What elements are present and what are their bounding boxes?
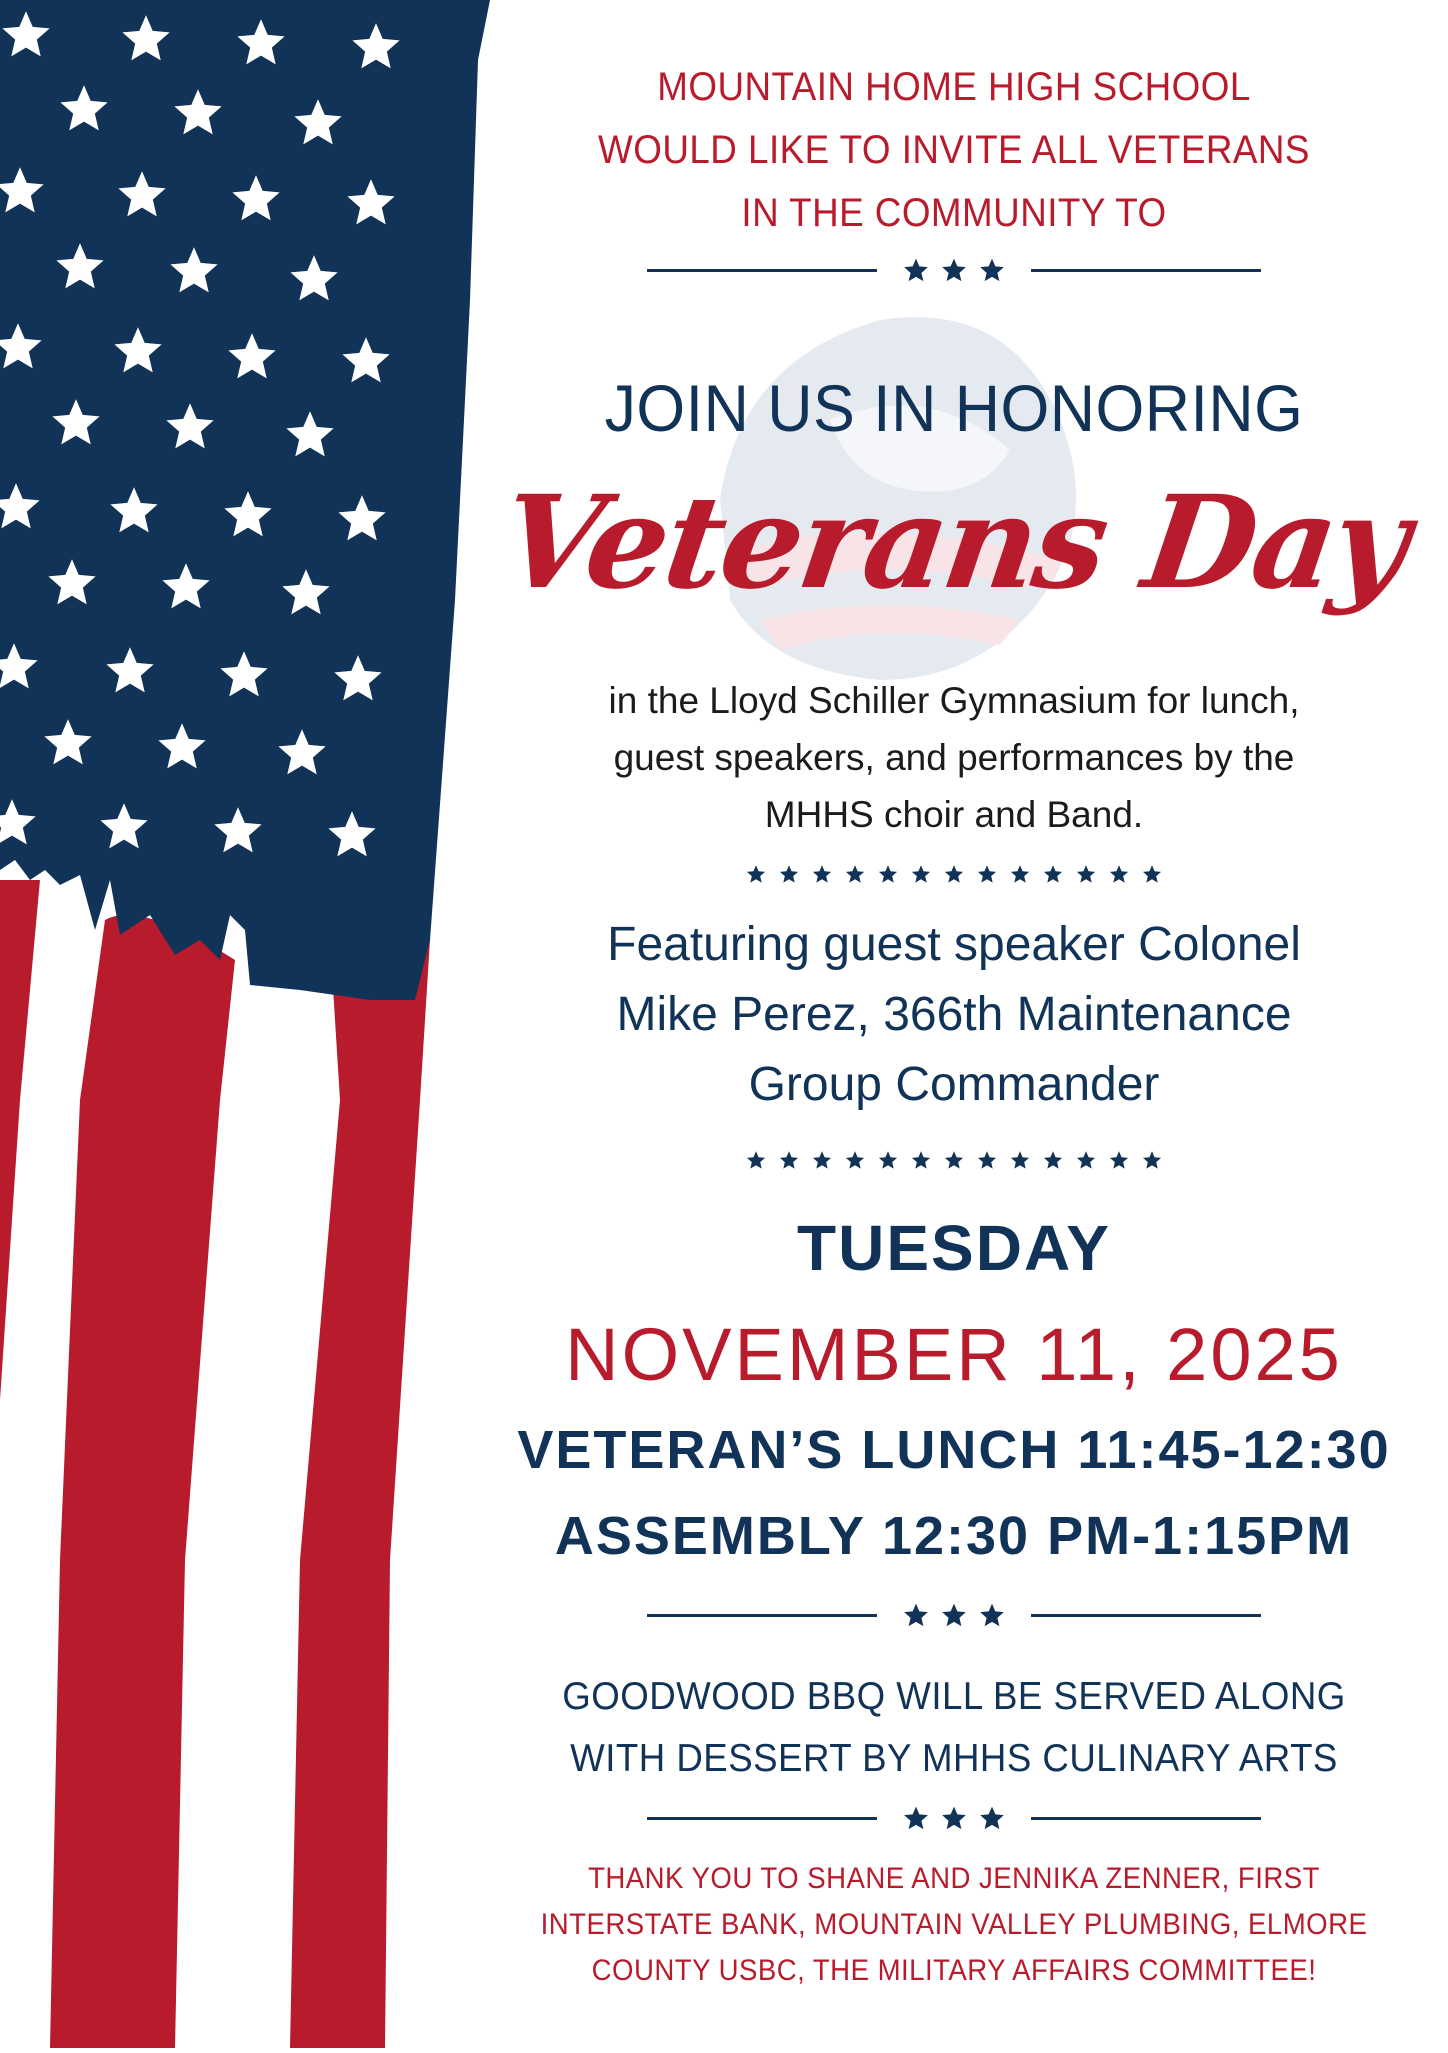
star-icon (812, 1150, 832, 1170)
star-icon (977, 1150, 997, 1170)
assembly-time: ASSEMBLY 12:30 PM-1:15PM (554, 1506, 1354, 1566)
intro-line: MOUNTAIN HOME HIGH SCHOOL (657, 65, 1251, 109)
star-icon (845, 1150, 865, 1170)
thanks-line: COUNTY USBC, THE MILITARY AFFAIRS COMMITTEE! (591, 1954, 1317, 1987)
star-divider (460, 255, 1448, 285)
star-divider (460, 1803, 1448, 1833)
star-icon (746, 864, 766, 884)
star-icon (779, 864, 799, 884)
guest-speaker (460, 910, 1448, 1120)
description-line: guest speakers, and performances by the (613, 737, 1295, 778)
speaker-line: Featuring guest speaker Colonel (607, 918, 1301, 971)
star-icon (1043, 864, 1063, 884)
star-icon (845, 864, 865, 884)
star-icon (941, 257, 967, 283)
headline-script-title: Veterans Day (492, 468, 1416, 618)
star-icon (903, 1602, 929, 1628)
description-line: MHHS choir and Band. (764, 794, 1144, 835)
star-icon (746, 1150, 766, 1170)
star-icon (878, 864, 898, 884)
star-icon (979, 257, 1005, 283)
speaker-line: Group Commander (748, 1058, 1160, 1111)
speaker-line: Mike Perez, 366th Maintenance (616, 988, 1292, 1041)
star-row-divider (460, 864, 1448, 884)
headline-join: JOIN US IN HONORING (604, 371, 1304, 445)
star-icon (911, 864, 931, 884)
divider-line (647, 269, 877, 272)
divider-line (647, 1817, 877, 1820)
star-icon (944, 1150, 964, 1170)
thanks-line: THANK YOU TO SHANE AND JENNIKA ZENNER, FIRST (588, 1862, 1320, 1895)
event-description (460, 672, 1448, 843)
star-icon (1010, 1150, 1030, 1170)
intro-line: IN THE COMMUNITY TO (741, 191, 1167, 235)
star-icon (903, 1805, 929, 1831)
lunch-time: VETERAN’S LUNCH 11:45-12:30 (517, 1420, 1391, 1480)
food-line: WITH DESSERT BY MHHS CULINARY ARTS (570, 1737, 1338, 1780)
food-note (490, 1666, 1419, 1790)
star-icon (812, 864, 832, 884)
sponsor-thanks (500, 1856, 1409, 1994)
description-line: in the Lloyd Schiller Gymnasium for lunch, (608, 680, 1300, 721)
intro-text (500, 56, 1409, 245)
american-flag-artwork (0, 0, 500, 2048)
star-icon (1109, 1150, 1129, 1170)
star-icon (1142, 864, 1162, 884)
intro-line: WOULD LIKE TO INVITE ALL VETERANS (598, 128, 1310, 172)
event-day: TUESDAY (797, 1212, 1111, 1284)
star-row-divider (460, 1150, 1448, 1170)
star-icon (1142, 1150, 1162, 1170)
star-icon (1076, 864, 1096, 884)
star-icon (1043, 1150, 1063, 1170)
star-icon (779, 1150, 799, 1170)
star-icon (979, 1805, 1005, 1831)
star-icon (878, 1150, 898, 1170)
flag-icon (0, 0, 500, 2048)
star-icon (1109, 864, 1129, 884)
divider-line (1031, 269, 1261, 272)
star-icon (1010, 864, 1030, 884)
star-icon (944, 864, 964, 884)
star-icon (911, 1150, 931, 1170)
star-icon (977, 864, 997, 884)
star-icon (979, 1602, 1005, 1628)
star-divider (460, 1600, 1448, 1630)
divider-line (647, 1614, 877, 1617)
star-icon (903, 257, 929, 283)
divider-line (1031, 1614, 1261, 1617)
food-line: GOODWOOD BBQ WILL BE SERVED ALONG (562, 1675, 1346, 1718)
star-icon (941, 1805, 967, 1831)
thanks-line: INTERSTATE BANK, MOUNTAIN VALLEY PLUMBING, ELMORE (540, 1908, 1368, 1941)
star-icon (941, 1602, 967, 1628)
divider-line (1031, 1817, 1261, 1820)
star-icon (1076, 1150, 1096, 1170)
event-date: NOVEMBER 11, 2025 (565, 1313, 1343, 1396)
invitation-content (460, 0, 1448, 2048)
